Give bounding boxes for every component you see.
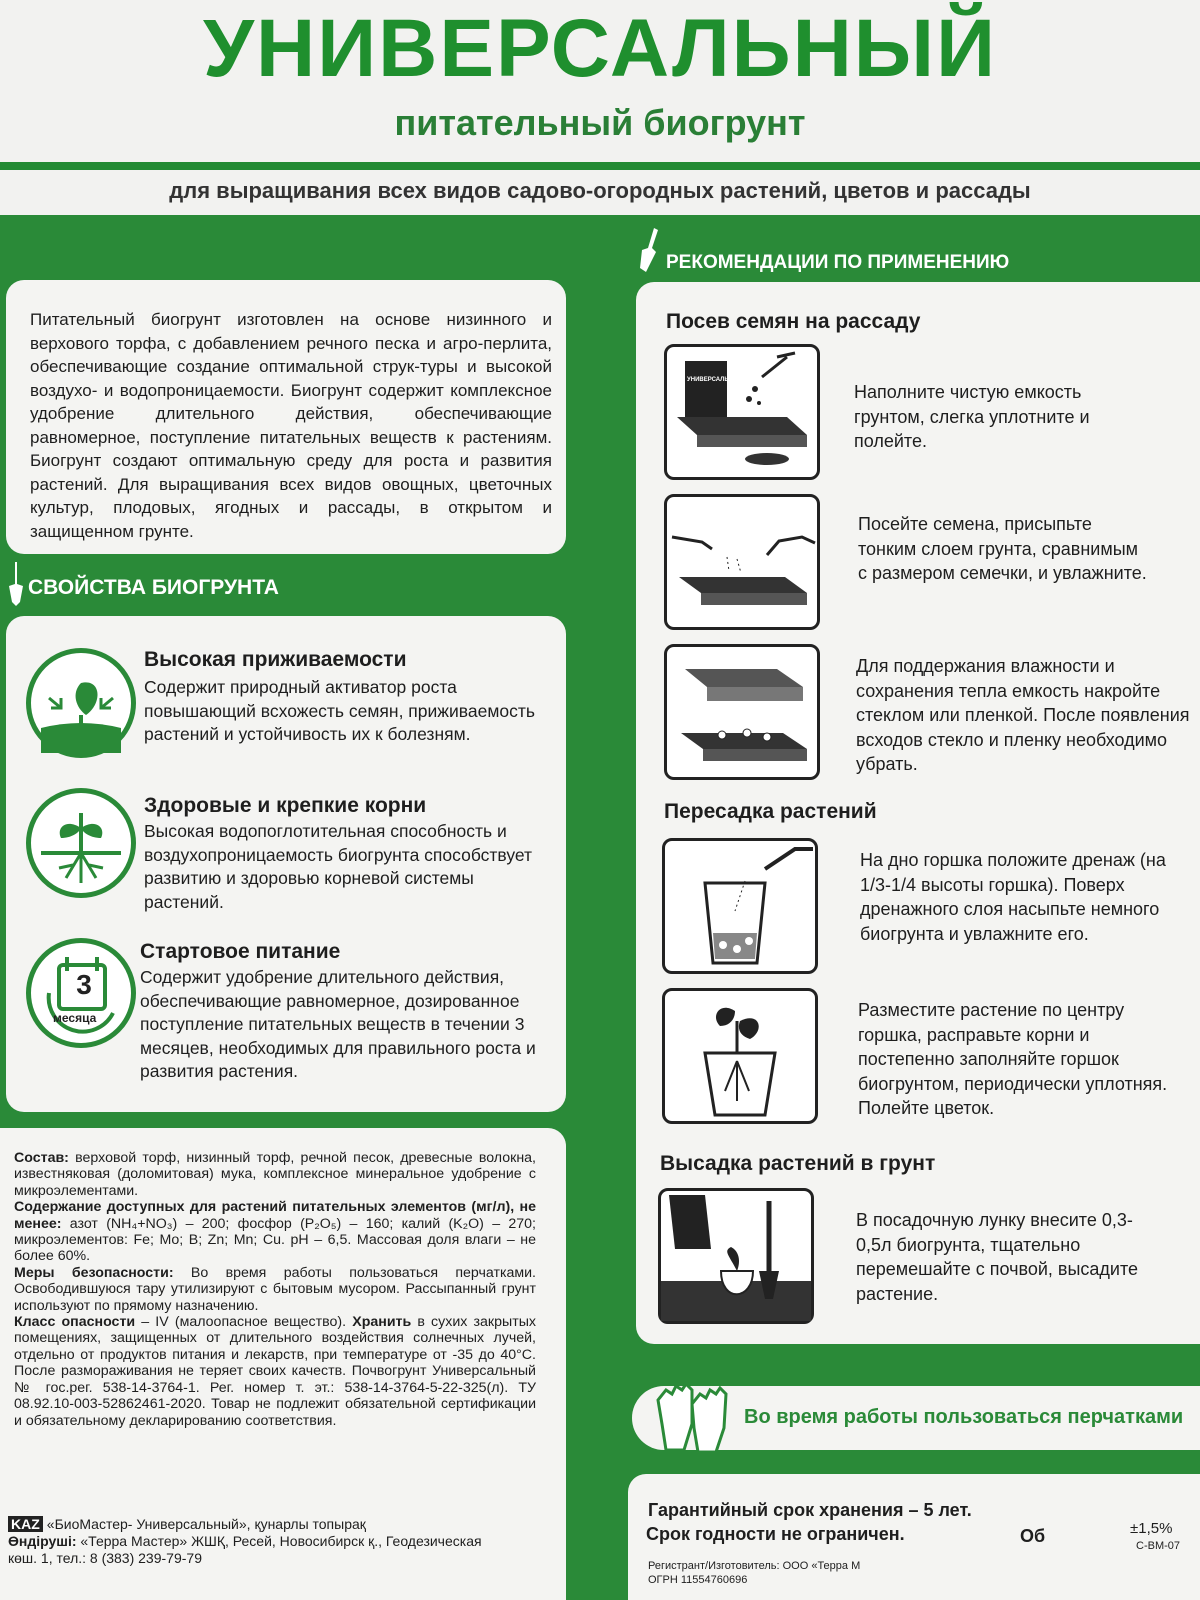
mini-pack-label: УНИВЕРСАЛЬНЫЙ	[687, 377, 744, 383]
calendar-icon	[26, 938, 136, 1048]
code: С-ВМ-07	[1136, 1540, 1181, 1552]
gloves-icon	[652, 1380, 732, 1459]
seed-tray-fill-illustration	[664, 344, 820, 480]
product-subtitle: питательный биогрунт	[394, 102, 806, 143]
intro-panel	[6, 280, 566, 554]
intro-text: Питательный биогрунт изготовлен на основе низинного и верхового торфа, с добавлением речного песка и агро-перлита, обеспечивающие создание оптимальной струк-туры и высокой воздухо- и водопроницаемости. Биогрунт содержит комплексное удобрение длительного действия, обеспечивающие равномерное, поступление питательных веществ к растениям. Биогрунт создают оптимальную среду для роста и развития растений. Для выращивания всех видов овощных, цветочных культур, плодовых, ягодных и рассады, в открытом и защищенном грунте.	[30, 310, 552, 541]
sprout-arrows-icon	[26, 648, 136, 758]
volume-tolerance: ±1,5%	[1130, 1520, 1173, 1537]
kaz-block	[8, 1516, 553, 1567]
class-label: Класс опасности	[14, 1314, 136, 1331]
store-text: в сухих закрытых помещениях, защищенных от длительного воздействия солнечных лучей, отдельно от продуктов питания и лекарств, при температуре от -35 до 40°С. После размораживания не теряет своих качеств. Почвогрунт Универсальный № гос.рег. 538-14-3764-1. Рег. номер т. эт.: 538-14-3764-5-22-325(л). ТУ 08.92.10-003-52862461-2020. Товар не подлежит обязательной сертификации и обязательному декларированию соответствия.	[14, 1314, 536, 1429]
calendar-label: месяца	[53, 1011, 97, 1025]
recommendations-heading: РЕКОМЕНДАЦИИ ПО ПРИМЕНЕНИЮ	[666, 252, 1010, 273]
step-text: Для поддержания влажности и сохранения тепла емкость накройте стеклом или пленкой. После появления всходов стекло и пленку необходимо убрать.	[856, 656, 1190, 774]
drainage-pot-illustration	[662, 838, 818, 974]
kaz-tag: KAZ	[8, 1516, 43, 1532]
step-text: На дно горшка положите дренаж (на 1/3-1/4 высоты горшка). Поверх дренажного слоя насыпьте немного биогрунта и увлажните его.	[860, 850, 1166, 944]
properties-panel	[6, 616, 566, 1112]
content-text: азот (NH₄+NO₃) – 200; фосфор (P₂O₅) – 160; калий (K₂O) – 270; микроэлементов: Fe; Mo; B; Zn; Mn; Cu. pH – 6,5. Массовая доля влаги – не более 60%.	[14, 1215, 536, 1265]
step-text: Посейте семена, присыпьте тонким слоем грунта, сравнимым с размером семечки, и увлажните.	[858, 514, 1147, 583]
step-text: Наполните чистую емкость грунтом, слегка уплотните и полейте.	[854, 382, 1090, 451]
step-text: Разместите растение по центру горшка, расправьте корни и постепенно заполняйте горшок биогрунтом, периодически уплотняя. Полейте цветок.	[858, 1000, 1168, 1118]
store-label: Хранить	[352, 1314, 412, 1331]
gloves-banner	[632, 1386, 1200, 1450]
product-title: УНИВЕРСАЛЬНЫЙ	[202, 3, 998, 94]
planting-in-ground-illustration	[658, 1188, 814, 1324]
properties-heading: СВОЙСТВА БИОГРУНТА	[28, 576, 279, 599]
registrant: Регистрант/Изготовитель: ООО «Терра М	[648, 1560, 861, 1572]
property-text: Высокая водопоглотительная способность и воздухопроницаемость биогрунта способствует развитию и здоровью корневой системы растений.	[144, 821, 533, 912]
roots-icon	[26, 788, 136, 898]
shovel-icon	[6, 562, 26, 611]
kaz-line2: «Терра Мастер» ЖШҚ, Ресей, Новосибирск қ., Геодезическая	[76, 1533, 482, 1549]
content-label: Содержание доступных для растений питательных элементов (мг/л), не менее:	[14, 1199, 536, 1232]
covered-tray-illustration	[664, 644, 820, 780]
safety-text: Во время работы пользоваться перчатками. Освободившуюся тару утилизируют с бытовым мусором. Рассыпанный грунт используют по прямому назначению.	[14, 1264, 537, 1314]
header-divider	[0, 162, 1200, 170]
property-title: Стартовое питание	[140, 940, 341, 963]
calendar-number: 3	[76, 969, 92, 1000]
section-title: Посев семян на рассаду	[666, 310, 921, 333]
ogrn: ОГРН 11554760696	[648, 1574, 748, 1586]
kaz-line1: «БиоМастер- Универсальный», қунарлы топырақ	[46, 1516, 366, 1532]
footer-panel	[628, 1474, 1200, 1600]
recommendations-panel	[636, 282, 1200, 1344]
trowel-icon	[636, 228, 662, 279]
sostav-label: Состав:	[14, 1150, 69, 1166]
sostav-text: верховой торф, низинный торф, речной песок, древесные волокна, известняковая (доломитовая) мука, комплексное минеральное удобрение с микроэлементами.	[14, 1150, 536, 1199]
plant-in-pot-illustration	[662, 988, 818, 1124]
product-tagline: для выращивания всех видов садово-огородных растений, цветов и рассады	[169, 178, 1031, 203]
shelf-life: Гарантийный срок хранения – 5 лет.	[648, 1500, 972, 1520]
gloves-banner-text: Во время работы пользоваться перчатками	[744, 1406, 1184, 1428]
volume-label: Об	[1020, 1526, 1046, 1546]
kaz-label: Өндіруші:	[8, 1533, 77, 1549]
section-title: Пересадка растений	[664, 800, 877, 823]
expiry: Срок годности не ограничен.	[646, 1524, 905, 1544]
step-text: В посадочную лунку внесите 0,3-0,5л биогрунта, тщательно перемешайте с почвой, высадите растение.	[856, 1210, 1139, 1304]
safety-label: Меры безопасности:	[14, 1264, 174, 1281]
composition-panel	[0, 1128, 566, 1600]
property-text: Содержит удобрение длительного действия, обеспечивающие равномерное, дозированное поступление питательных веществ в течении 3 месяцев, необходимых для правильного роста и развития растения.	[140, 967, 536, 1081]
section-title: Высадка растений в грунт	[660, 1152, 936, 1175]
composition-text	[14, 1150, 536, 1429]
property-title: Здоровые и крепкие корни	[144, 794, 427, 817]
sowing-seeds-illustration	[664, 494, 820, 630]
property-text: Содержит природный активатор роста повышающий всхожесть семян, приживаемость растений и устойчивость их к болезням.	[144, 677, 535, 744]
property-title: Высокая приживаемости	[144, 648, 407, 671]
kaz-line3: көш. 1, тел.: 8 (383) 239-79-79	[8, 1550, 202, 1566]
class-text: – IV (малоопасное вещество).	[135, 1314, 353, 1331]
